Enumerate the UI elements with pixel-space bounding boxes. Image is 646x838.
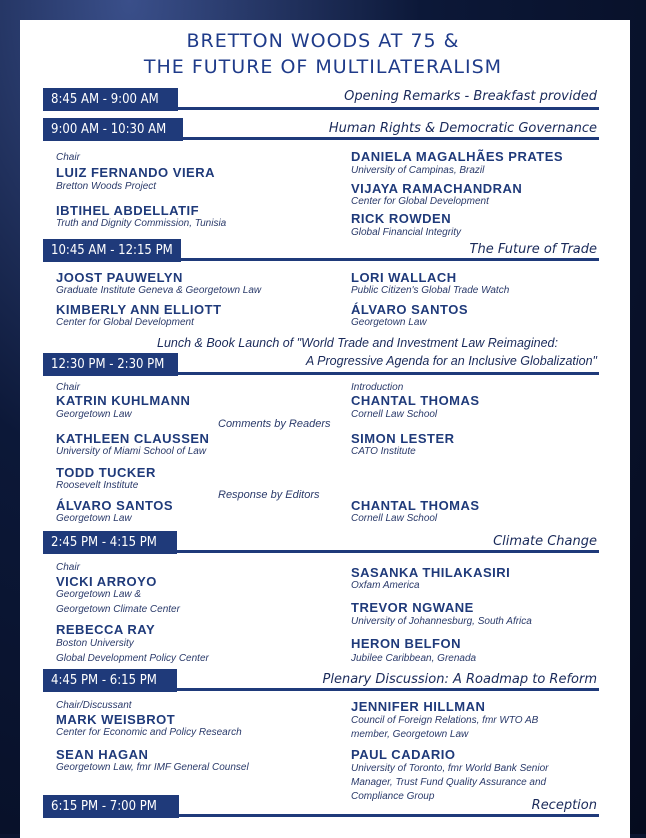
speaker-affiliation: member, Georgetown Law <box>351 729 469 740</box>
speaker-affiliation: Council of Foreign Relations, fmr WTO AB <box>351 715 539 726</box>
session5-title: Climate Change <box>493 534 597 549</box>
session3-time: 10:45 AM - 12:15 PM <box>43 239 181 262</box>
speaker-affiliation: Public Citizen's Global Trade Watch <box>351 285 510 296</box>
speaker-affiliation: Boston University <box>56 638 134 649</box>
speaker-affiliation: Georgetown Law, fmr IMF General Counsel <box>56 762 249 773</box>
speaker-affiliation: Center for Economic and Policy Research <box>56 727 242 738</box>
speaker-affiliation: Center for Global Development <box>351 196 489 207</box>
session1-time: 8:45 AM - 9:00 AM <box>43 88 178 111</box>
lunch-title-line2: A Progressive Agenda for an Inclusive Globalization" <box>305 354 597 368</box>
speaker-name: KATRIN KUHLMANN <box>56 393 191 408</box>
session4-time: 12:30 PM - 2:30 PM <box>43 353 178 376</box>
speaker-affiliation: Bretton Woods Project <box>56 181 157 192</box>
chair-label: Chair <box>56 562 80 573</box>
session5-time: 2:45 PM - 4:15 PM <box>43 531 177 554</box>
session1-title: Opening Remarks - Breakfast provided <box>344 89 597 104</box>
speaker-affiliation: Georgetown Law <box>351 317 427 328</box>
speaker-affiliation: Graduate Institute Geneva & Georgetown Law <box>56 285 262 296</box>
speaker-name: VIJAYA RAMACHANDRAN <box>351 181 523 196</box>
introduction-label: Introduction <box>351 382 404 393</box>
speaker-name: LUIZ FERNANDO VIERA <box>56 165 215 180</box>
speaker-name: ÁLVARO SANTOS <box>56 498 174 513</box>
speaker-name: CHANTAL THOMAS <box>351 393 480 408</box>
speaker-affiliation: Oxfam America <box>351 580 420 591</box>
speaker-name: KIMBERLY ANN ELLIOTT <box>56 302 222 317</box>
session6-title: Plenary Discussion: A Roadmap to Reform <box>322 672 597 687</box>
speaker-name: IBTIHEL ABDELLATIF <box>56 203 200 218</box>
speaker-name: KATHLEEN CLAUSSEN <box>56 431 210 446</box>
speaker-affiliation: Roosevelt Institute <box>56 480 139 491</box>
speaker-affiliation: Georgetown Law & <box>56 589 142 600</box>
session6-time: 4:45 PM - 6:15 PM <box>43 669 177 692</box>
session7-title: Reception <box>531 798 597 813</box>
speaker-name: SEAN HAGAN <box>56 747 149 762</box>
speaker-name: RICK ROWDEN <box>351 211 452 226</box>
session7-time: 6:15 PM - 7:00 PM <box>43 795 179 818</box>
speaker-affiliation: University of Toronto, fmr World Bank Senior <box>351 763 549 774</box>
speaker-name: SIMON LESTER <box>351 431 455 446</box>
speaker-name: TODD TUCKER <box>56 465 156 480</box>
speaker-name: JENNIFER HILLMAN <box>351 699 486 714</box>
speaker-affiliation: Global Development Policy Center <box>56 653 209 664</box>
speaker-affiliation: Georgetown Climate Center <box>56 604 180 615</box>
speaker-name: ÁLVARO SANTOS <box>351 302 469 317</box>
comments-note: Comments by Readers <box>218 418 331 430</box>
speaker-name: HERON BELFON <box>351 636 461 651</box>
speaker-affiliation: University of Johannesburg, South Africa <box>351 616 532 627</box>
speaker-affiliation: Cornell Law School <box>351 513 438 524</box>
session2-title: Human Rights & Democratic Governance <box>328 121 597 136</box>
chair-label: Chair <box>56 382 80 393</box>
speaker-affiliation: CATO Institute <box>351 446 416 457</box>
speaker-name: PAUL CADARIO <box>351 747 456 762</box>
speaker-affiliation: University of Campinas, Brazil <box>351 165 485 176</box>
speaker-name: REBECCA RAY <box>56 622 156 637</box>
page-title-line1: BRETTON WOODS AT 75 & <box>186 30 460 52</box>
speaker-affiliation: Georgetown Law <box>56 513 132 524</box>
speaker-affiliation: University of Miami School of Law <box>56 446 207 457</box>
speaker-affiliation: Compliance Group <box>351 791 435 802</box>
speaker-affiliation: Center for Global Development <box>56 317 194 328</box>
chair-label: Chair/Discussant <box>56 700 132 711</box>
response-note: Response by Editors <box>218 489 320 501</box>
session2-time: 9:00 AM - 10:30 AM <box>43 118 183 141</box>
speaker-affiliation: Cornell Law School <box>351 409 438 420</box>
speaker-name: LORI WALLACH <box>351 270 457 285</box>
speaker-name: JOOST PAUWELYN <box>56 270 183 285</box>
speaker-affiliation: Georgetown Law <box>56 409 132 420</box>
speaker-name: TREVOR NGWANE <box>351 600 474 615</box>
session3-title: The Future of Trade <box>469 242 597 257</box>
page-title-line2: THE FUTURE OF MULTILATERALISM <box>143 56 503 78</box>
chair-label: Chair <box>56 152 80 163</box>
speaker-name: SASANKA THILAKASIRI <box>351 565 511 580</box>
lunch-title-line1: Lunch & Book Launch of "World Trade and Investment Law Reimagined: <box>157 336 558 350</box>
speaker-name: CHANTAL THOMAS <box>351 498 480 513</box>
speaker-affiliation: Truth and Dignity Commission, Tunisia <box>56 218 227 229</box>
speaker-affiliation: Jubilee Caribbean, Grenada <box>351 653 477 664</box>
speaker-affiliation: Manager, Trust Fund Quality Assurance and <box>351 777 547 788</box>
speaker-name: VICKI ARROYO <box>56 574 157 589</box>
speaker-name: MARK WEISBROT <box>56 712 176 727</box>
speaker-affiliation: Global Financial Integrity <box>351 227 462 238</box>
speaker-name: DANIELA MAGALHÃES PRATES <box>351 149 564 164</box>
